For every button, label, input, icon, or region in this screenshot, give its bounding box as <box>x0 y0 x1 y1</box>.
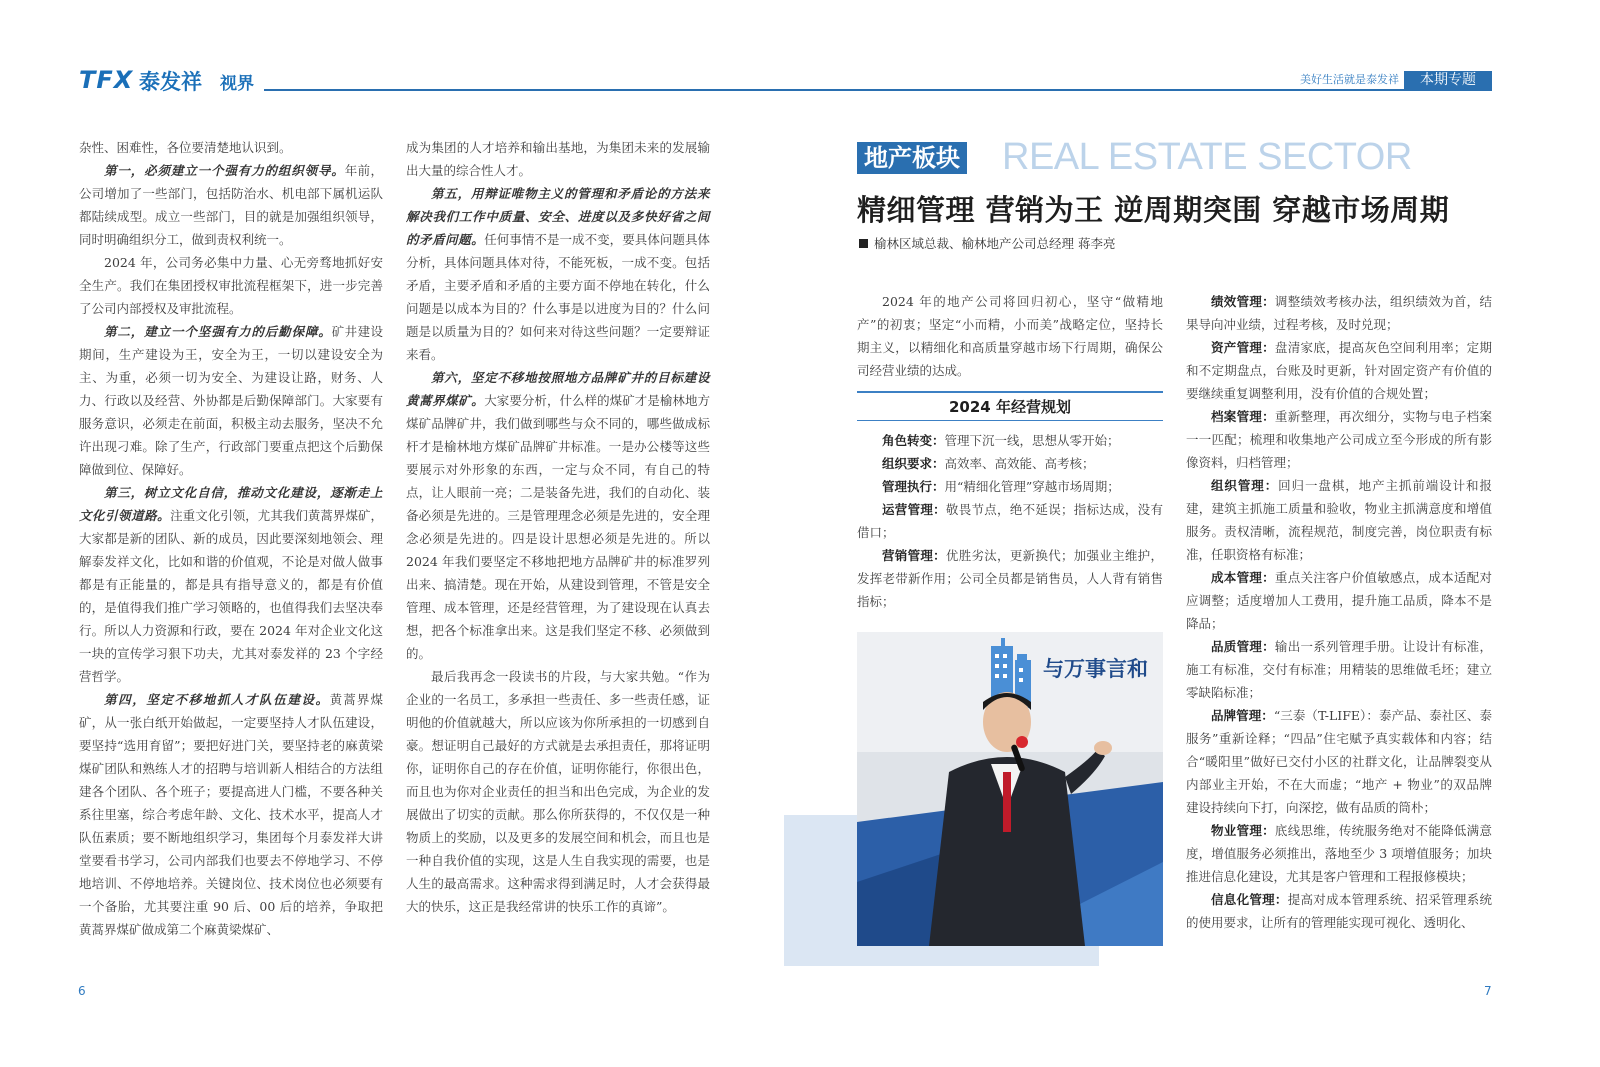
management-item-term: 成本管理： <box>1211 570 1275 585</box>
management-item <box>1186 819 1492 888</box>
management-item <box>1186 290 1492 336</box>
paragraph: 最后我再念一段读书的片段，与大家共勉。“作为企业的一名员工，多承担一些责任、多一些责任感，证明他的价值就越大，所以应该为你所承担的一切感到自豪。想证明自己最好的方式就是去承担责任，那将证明你，证明你自己的存在价值，证明你能行，你很出色，而且也为你对企业责任的担当和出色完成，为企业的发展做出了切实的贡献。那么你所获得的，不仅仅是一种物质上的奖励，以及更多的发展空间和机会，而且也是一种自我价值的实现，这是人生自我实现的需要，也是人生的最高需求。这种需求得到满足时，人才会获得最大的快乐，这正是我经常讲的快乐工作的真谛”。 <box>406 669 710 914</box>
plan-heading: 2024 年经营规划 <box>949 398 1071 416</box>
header-rule <box>264 89 1492 91</box>
management-item-term: 品质管理： <box>1211 639 1275 654</box>
plan-item <box>857 544 1163 613</box>
management-item <box>1186 635 1492 704</box>
paragraph: 成为集团的人才培养和输出基地，为集团未来的发展输出大量的综合性人才。 <box>406 140 710 178</box>
management-item-text: 调整绩效考核办法，组织绩效为首，结果导向冲业绩，过程考核，及时兑现； <box>1186 294 1492 332</box>
management-item-text: 盘清家底，提高灰色空间利用率；定期和不定期盘点，台账及时更新，针对固定资产有价值的要继续重复调整利用，没有价值的合规处置； <box>1186 340 1492 401</box>
byline: 榆林区域总裁、榆林地产公司总经理 蒋李亮 <box>874 236 1116 251</box>
left-column-2 <box>406 136 710 918</box>
management-item-text: 输出一系列管理手册。让设计有标准，施工有标准，交付有标准；用精装的思维做毛坯；建立零缺陷标准； <box>1186 639 1492 700</box>
plan-box-top-rule <box>857 391 1163 393</box>
plan-item-text: 用“精细化管理”穿越市场周期； <box>944 479 1120 494</box>
plan-item <box>857 475 1163 498</box>
plan-item <box>857 452 1163 475</box>
right-column-intro <box>857 290 1163 382</box>
management-item-term: 组织管理： <box>1211 478 1279 493</box>
paragraph-body: 任何事情不是一成不变，要具体问题具体分析，具体问题具体对待，不能死板，一成不变。包括矛盾，主要矛盾和矛盾的主要方面不停地在转化，什么问题是以成本为目的？什么事是以进度为目的？什么问题是以质量为目的？如何来对待这些问题？一定要辩证来看。 <box>406 232 710 362</box>
page-number-left: 6 <box>78 984 86 998</box>
management-item <box>1186 474 1492 566</box>
paragraph-body: 大家要分析，什么样的煤矿才是榆林地方煤矿品牌矿井，我们做到哪些与众不同的，哪些做成标杆才是榆林地方煤矿品牌矿井标准。一是办公楼等这些要展示对外形象的东西，一定与众不同，有自己的特点，让人眼前一亮；二是装备先进，我们的自动化、装备必须是先进的。三是管理理念必须是先进的，安全理念必须是先进的。四是设计思想必须是先进的。所以 2024 年我们要坚定不移地把地方品牌矿井的标准罗列出来、搞清楚。现在开始，从建设到管理，不管是安全管理、成本管理，还是经营管理，为了建设现在认真去想，把各个标准拿出来。这是我们坚定不移、必须做到的。 <box>406 393 710 661</box>
left-column-1 <box>79 136 383 941</box>
management-item-term: 品牌管理： <box>1211 708 1274 723</box>
management-item-term: 信息化管理： <box>1211 892 1288 907</box>
plan-item-term: 营销管理： <box>882 548 946 563</box>
paragraph-body: 矿井建设期间，生产建设为王，安全为王，一切以建设安全为主、为重，必须一切为安全、为建设让路，财务、人力、行政以及经营、外协都是后勤保障部门。大家要有服务意识，必须走在前面，积极主动去服务，坚决不允许出现刁难。除了生产，行政部门要重点把这个后勤保障做到位、保障好。 <box>79 324 383 477</box>
plan-item-text: 高效率、高效能、高考核； <box>944 456 1095 471</box>
plan-item <box>857 498 1163 544</box>
management-item-text: 重新整理，再次细分，实物与电子档案一一匹配；梳理和收集地产公司成立至今形成的所有影像资料，归档管理； <box>1186 409 1492 470</box>
management-item-term: 绩效管理： <box>1211 294 1275 309</box>
management-item <box>1186 704 1492 819</box>
paragraph <box>406 366 710 665</box>
page-number-right: 7 <box>1484 984 1492 998</box>
logo-brand-name: 泰发祥 <box>139 70 202 94</box>
plan-item-term: 角色转变： <box>882 433 945 448</box>
article-title: 精细管理 营销为王 逆周期突围 穿越市场周期 <box>857 193 1450 227</box>
paragraph <box>79 159 383 251</box>
management-item-term: 物业管理： <box>1211 823 1275 838</box>
plan-item <box>857 429 1163 452</box>
paragraph <box>79 320 383 481</box>
paragraph: 2024 年，公司务必集中力量、心无旁骛地抓好安全生产。我们在集团授权审批流程框架下，进一步完善了公司内部授权及审批流程。 <box>79 255 383 316</box>
paragraph <box>406 182 710 366</box>
paragraph-lead-in: 第六，坚定不移地按照地方品牌矿井的目标建设黄蒿界煤矿。 <box>406 370 710 408</box>
management-item <box>1186 888 1492 934</box>
management-item <box>1186 405 1492 474</box>
plan-item-text: 优胜劣汰，更新换代；加强业主维护，发挥老带新作用；公司全员都是销售员，人人背有销售指标； <box>857 548 1163 609</box>
paragraph: 2024 年的地产公司将回归初心，坚守“做精地产”的初衷；坚定“小而精，小而美”战略定位，坚持长期主义，以精细化和高质量穿越市场下行周期，确保公司经营业绩的达成。 <box>857 294 1163 378</box>
plan-item-text: 管理下沉一线，思想从零开始； <box>944 433 1120 448</box>
management-item-text: 回归一盘棋，地产主抓前端设计和报建，建筑主抓施工质量和验收，物业主抓满意度和增值服务。责权清晰，流程规范，制度完善，岗位职责有标准，任职资格有标准； <box>1186 478 1492 562</box>
plan-item-term: 运营管理： <box>882 502 946 517</box>
plan-item-term: 组织要求： <box>882 456 945 471</box>
management-item-text: 重点关注客户价值敏感点，成本适配对应调整；适度增加人工费用，提升施工品质，降本不是降品； <box>1186 570 1492 631</box>
speaker-photo <box>857 632 1163 946</box>
paragraph-lead-in: 第五，用辩证唯物主义的管理和矛盾论的方法来解决我们工作中质量、安全、进度以及多快好省之间的矛盾问题。 <box>406 186 710 247</box>
sector-english-title: REAL ESTATE SECTOR <box>1002 136 1412 178</box>
management-item-term: 档案管理： <box>1211 409 1275 424</box>
paragraph-lead-in: 第二，建立一个坚强有力的后勤保障。 <box>104 324 332 339</box>
section-tag: 本期专题 <box>1404 71 1492 90</box>
paragraph-lead-in: 第一，必须建立一个强有力的组织领导。 <box>104 163 345 178</box>
slogan: 美好生活就是泰发祥 <box>1300 73 1399 86</box>
paragraph-lead-in: 第四，坚定不移地抓人才队伍建设。 <box>104 692 330 707</box>
plan-item-term: 管理执行： <box>882 479 945 494</box>
paragraph-body: 黄蒿界煤矿，从一张白纸开始做起，一定要坚持人才队伍建设，要坚持“选用育留”；要把好进门关，要坚持老的麻黄梁煤矿团队和熟练人才的招聘与培训新人相结合的方法组建各个团队、各个班子；要提高进人门槛，不要各种关系往里塞，综合考虑年龄、文化、技术水平，提高人才队伍素质；要不断地组织学习，集团每个月泰发祥大讲堂要看书学习，公司内部我们也要去不停地学习、不停地培训、不停地培养。关键岗位、技术岗位也必须要有一个备胎，尤其要注重 90 后、00 后的培养，争取把黄蒿界煤矿做成第二个麻黄梁煤矿、 <box>79 692 383 937</box>
management-item <box>1186 336 1492 405</box>
management-item-text: 提高对成本管理系统、招采管理系统的使用要求，让所有的管理能实现可视化、透明化、 <box>1186 892 1492 930</box>
management-item-text: “三泰（T-LIFE）：泰产品、泰社区、泰服务”重新诠释；“四品”住宅赋予真实载体和内容；结合“暖阳里”做好已交付小区的社群文化，让品牌裂变从内部业主开始，不在大而虚；“地产 + 物业”的双品牌建设持续向下打，向深挖，做有品质的筒朴； <box>1186 708 1492 815</box>
photo-sign-text: 与万事言和 <box>1043 657 1148 681</box>
management-item <box>1186 566 1492 635</box>
paragraph <box>79 481 383 688</box>
management-list <box>1186 290 1492 934</box>
paragraph: 杂性、困难性，各位要清楚地认识到。 <box>79 140 292 155</box>
paragraph <box>79 688 383 941</box>
plan-list <box>857 429 1163 613</box>
sector-label: 地产板块 <box>857 142 967 174</box>
paragraph-body: 年前，公司增加了一些部门，包括防治水、机电部下属机运队都陆续成型。成立一些部门，目的就是加强组织领导，同时明确组织分工，做到责权利统一。 <box>79 163 383 247</box>
paragraph-lead-in: 第三，树立文化自信，推动文化建设，逐渐走上文化引领道路。 <box>79 485 383 523</box>
byline-square-icon <box>859 239 868 248</box>
plan-box-bottom-rule <box>857 420 1163 421</box>
paragraph-body: 注重文化引领，尤其我们黄蒿界煤矿，大家都是新的团队、新的成员，因此要深刻地领会、理解泰发祥文化，比如和谐的价值观，不论是对做人做事都是有正能量的，都是具有指导意义的，都是有价值的，是值得我们推广学习领略的，也值得我们去坚决奉行。所以人力资源和行政，要在 2024 年对企业文化这一块的宣传学习狠下功夫，尤其对泰发祥的 23 个字经营哲学。 <box>79 508 383 684</box>
speaker-photo-illustration <box>857 632 1163 946</box>
management-item-text: 底线思维，传统服务绝对不能降低满意度，增值服务必须推出，落地至少 3 项增值服务；加块推进信息化建设，尤其是客户管理和工程报修模块； <box>1186 823 1492 884</box>
management-item-term: 资产管理： <box>1211 340 1275 355</box>
logo-subtitle: 视界 <box>220 74 254 94</box>
logo-tfx: TFX <box>79 66 134 94</box>
plan-item-text: 敬畏节点，绝不延误；指标达成，没有借口； <box>857 502 1163 540</box>
